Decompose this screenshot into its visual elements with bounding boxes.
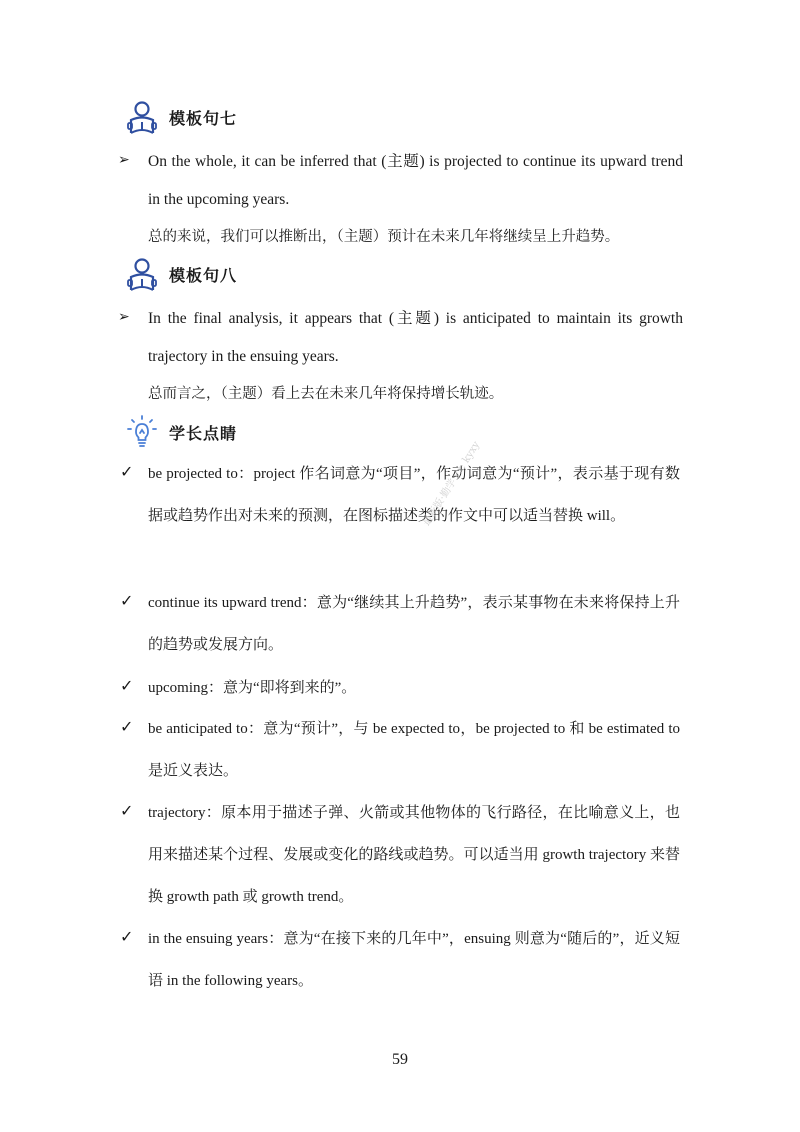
tips-title: 学长点睛 <box>169 423 238 443</box>
tips-header <box>127 415 237 449</box>
chinese-translation: 总而言之，（主题）看上去在未来几年将保持增长轨迹。 <box>148 386 504 402</box>
section-title: 模板句八 <box>169 265 238 285</box>
section-header-template-8 <box>127 257 237 291</box>
tip-item: trajectory：原本用于描述子弹、火箭或其他物体的飞行路径，在比喻意义上，也用来描述某个过程、发展或变化的路线或趋势。可以适当用 growth trajectory 来替换 growth path 或 growth trend。 <box>148 805 680 905</box>
tip-item: in the ensuing years：意为“在接下来的几年中”，ensuing 则意为“随后的”，近义短语 in the following years。 <box>148 931 680 989</box>
check-icon: ✓ <box>120 927 134 946</box>
check-icon: ✓ <box>120 462 134 481</box>
tip-item: continue its upward trend：意为“继续其上升趋势”，表示某事物在未来将保持上升的趋势或发展方向。 <box>148 595 680 653</box>
tip-item: upcoming：意为“即将到来的”。 <box>148 680 357 696</box>
section-title: 模板句七 <box>169 108 238 128</box>
tip-item: be anticipated to：意为“预计”，与 be expected to，be projected to 和 be estimated to 是近义表达。 <box>148 721 680 779</box>
chinese-translation: 总的来说，我们可以推断出，（主题）预计在未来几年将继续呈上升趋势。 <box>148 229 620 245</box>
english-sentence: In the final analysis, it appears that (主题) is anticipated to maintain its growth trajectory in the ensuing years. <box>148 310 683 365</box>
tip-item: be projected to：project 作名词意为“项目”，作动词意为“预计”，表示基于现有数据或趋势作出对未来的预测，在图标描述类的作文中可以适当替换 will。 <box>148 466 680 524</box>
check-icon: ✓ <box>120 676 134 695</box>
check-icon: ✓ <box>120 801 134 820</box>
template-sentence-7 <box>118 143 683 223</box>
arrow-bullet-icon: ➢ <box>118 309 130 325</box>
watermark: 最新版·勤学 vx: kyxy <box>421 439 483 528</box>
reading-person-icon <box>127 100 157 134</box>
template-sentence-8 <box>118 300 683 380</box>
page-number: 59 <box>392 1051 408 1068</box>
section-header-template-7 <box>127 100 237 134</box>
arrow-bullet-icon: ➢ <box>118 152 130 168</box>
lightbulb-icon <box>127 415 157 449</box>
reading-person-icon <box>127 257 157 291</box>
check-icon: ✓ <box>120 717 134 736</box>
english-sentence: On the whole, it can be inferred that (主题) is projected to continue its upward trend in the upcoming years. <box>148 153 683 208</box>
check-icon: ✓ <box>120 591 134 610</box>
